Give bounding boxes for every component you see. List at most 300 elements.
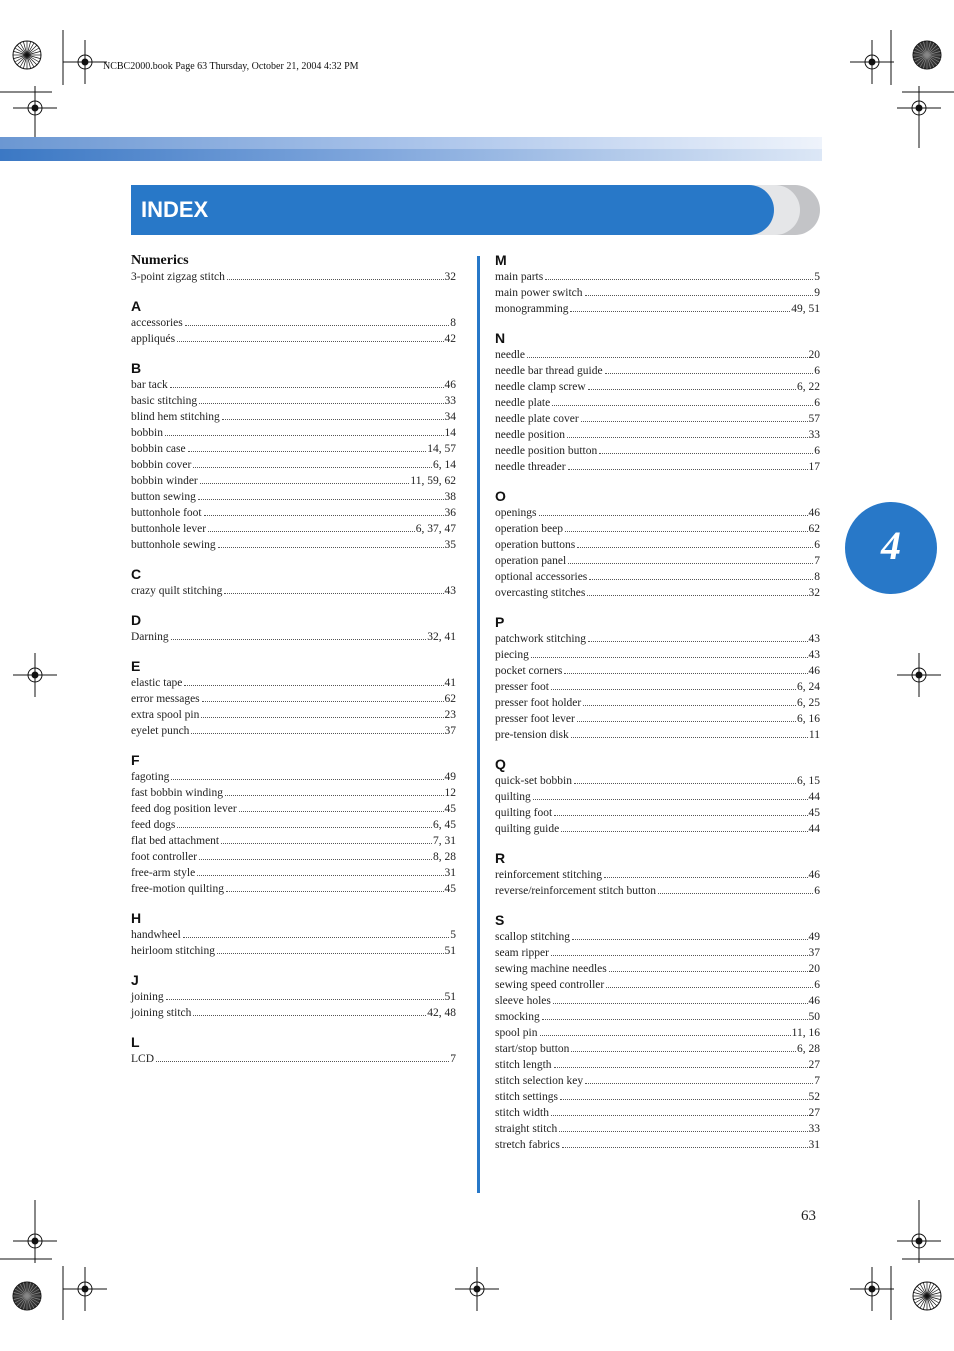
entry-term: sleeve holes	[495, 995, 551, 1007]
dot-leader	[221, 843, 432, 844]
entry-term: smocking	[495, 1011, 540, 1023]
dot-leader	[193, 467, 432, 468]
section-heading: M	[495, 252, 507, 268]
index-entry	[495, 379, 820, 395]
dot-leader	[239, 811, 444, 812]
dot-leader	[202, 701, 444, 702]
header-band-highlight	[0, 137, 822, 149]
dot-leader	[568, 469, 808, 470]
index-entry	[131, 849, 456, 865]
dot-leader	[545, 279, 813, 280]
index-entry	[495, 663, 820, 679]
entry-pages: 6	[814, 539, 820, 551]
entry-term: quilting guide	[495, 823, 560, 835]
dot-leader	[156, 1061, 449, 1062]
entry-term: stretch fabrics	[495, 1139, 560, 1151]
color-wheel-icon	[13, 41, 41, 69]
entry-term: quilting	[495, 791, 531, 803]
entry-term: needle position	[495, 429, 565, 441]
entry-pages: 46	[808, 869, 820, 881]
entry-term: needle position button	[495, 445, 598, 457]
entry-term: fast bobbin winding	[131, 787, 223, 799]
entry-term: flat bed attachment	[131, 835, 220, 847]
index-entry	[131, 769, 456, 785]
entry-term: main power switch	[495, 287, 583, 299]
entry-term: crazy quilt stitching	[131, 585, 223, 597]
entry-pages: 38	[444, 491, 456, 503]
entry-pages: 7, 31	[433, 835, 456, 847]
entry-term: eyelet punch	[131, 725, 190, 737]
index-entry	[131, 943, 456, 959]
entry-term: free-arm style	[131, 867, 196, 879]
section-heading: R	[495, 850, 506, 866]
entry-pages: 7	[450, 1053, 456, 1065]
entry-term: buttonhole sewing	[131, 539, 216, 551]
entry-pages: 6, 24	[797, 681, 820, 693]
title-bar	[131, 185, 774, 235]
entry-pages: 50	[808, 1011, 820, 1023]
entry-term: LCD	[131, 1053, 154, 1065]
index-entry	[495, 993, 820, 1009]
entry-pages: 12	[444, 787, 456, 799]
entry-pages: 7	[814, 1075, 820, 1087]
dot-leader	[539, 515, 808, 516]
entry-term: bobbin winder	[131, 475, 198, 487]
entry-pages: 37	[808, 947, 820, 959]
dot-leader	[222, 419, 444, 420]
color-wheel-icon	[913, 41, 941, 69]
section-heading: B	[131, 360, 142, 376]
index-entry	[495, 569, 820, 585]
dot-leader	[188, 451, 427, 452]
entry-term: operation buttons	[495, 539, 576, 551]
index-entry	[495, 805, 820, 821]
index-entry	[131, 315, 456, 331]
section-heading: D	[131, 612, 142, 628]
index-entry	[131, 583, 456, 599]
entry-term: free-motion quilting	[131, 883, 224, 895]
entry-pages: 6	[814, 397, 820, 409]
entry-term: error messages	[131, 693, 200, 705]
entry-term: stitch width	[495, 1107, 549, 1119]
entry-term: stitch settings	[495, 1091, 558, 1103]
entry-pages: 42, 48	[427, 1007, 456, 1019]
index-section	[495, 614, 820, 743]
entry-pages: 32	[444, 271, 456, 283]
entry-term: openings	[495, 507, 537, 519]
index-entry	[495, 269, 820, 285]
entry-pages: 34	[444, 411, 456, 423]
index-column-right	[495, 252, 820, 1166]
index-section	[495, 252, 820, 317]
index-entry	[495, 1041, 820, 1057]
entry-pages: 62	[444, 693, 456, 705]
entry-term: appliqués	[131, 333, 176, 345]
entry-pages: 8	[814, 571, 820, 583]
index-section	[495, 488, 820, 601]
index-entry	[131, 1051, 456, 1067]
index-section	[131, 972, 456, 1021]
index-section	[131, 298, 456, 347]
entry-pages: 6	[814, 445, 820, 457]
dot-leader	[531, 657, 808, 658]
entry-term: handwheel	[131, 929, 181, 941]
section-heading: O	[495, 488, 506, 504]
entry-pages: 6, 45	[433, 819, 456, 831]
index-entry	[131, 881, 456, 897]
entry-term: foot controller	[131, 851, 198, 863]
dot-leader	[585, 295, 814, 296]
index-entry	[495, 1137, 820, 1153]
dot-leader	[191, 733, 443, 734]
index-entry	[131, 785, 456, 801]
entry-pages: 36	[444, 507, 456, 519]
dot-leader	[658, 893, 813, 894]
entry-pages: 52	[808, 1091, 820, 1103]
dot-leader	[564, 673, 807, 674]
entry-term: scallop stitching	[495, 931, 571, 943]
index-entry	[495, 867, 820, 883]
entry-term: patchwork stitching	[495, 633, 587, 645]
index-column-left	[131, 252, 456, 1080]
dot-leader	[225, 795, 444, 796]
index-entry	[131, 521, 456, 537]
dot-leader	[559, 1131, 807, 1132]
index-entry	[495, 695, 820, 711]
entry-term: presser foot holder	[495, 697, 582, 709]
index-entry	[131, 723, 456, 739]
entry-pages: 6, 37, 47	[415, 523, 456, 535]
entry-term: joining stitch	[131, 1007, 192, 1019]
entry-term: reverse/reinforcement stitch button	[495, 885, 656, 897]
index-entry	[131, 269, 456, 285]
index-entry	[495, 521, 820, 537]
dot-leader	[589, 579, 813, 580]
entry-pages: 46	[444, 379, 456, 391]
entry-term: monogramming	[495, 303, 569, 315]
index-entry	[495, 1057, 820, 1073]
dot-leader	[542, 1019, 808, 1020]
index-entry	[495, 363, 820, 379]
entry-term: extra spool pin	[131, 709, 200, 721]
section-heading: S	[495, 912, 505, 928]
entry-pages: 5	[814, 271, 820, 283]
dot-leader	[561, 831, 807, 832]
entry-term: buttonhole lever	[131, 523, 207, 535]
dot-leader	[577, 547, 813, 548]
dot-leader	[604, 877, 808, 878]
index-section	[495, 850, 820, 899]
dot-leader	[568, 563, 813, 564]
section-heading: E	[131, 658, 141, 674]
entry-pages: 45	[808, 807, 820, 819]
index-entry	[131, 473, 456, 489]
entry-term: button sewing	[131, 491, 196, 503]
entry-pages: 7	[814, 555, 820, 567]
entry-term: basic stitching	[131, 395, 198, 407]
index-entry	[131, 927, 456, 943]
dot-leader	[184, 685, 443, 686]
dot-leader	[599, 453, 813, 454]
section-heading: P	[495, 614, 505, 630]
entry-term: sewing speed controller	[495, 979, 605, 991]
index-entry	[495, 459, 820, 475]
entry-term: straight stitch	[495, 1123, 558, 1135]
entry-pages: 5	[450, 929, 456, 941]
dot-leader	[193, 1015, 426, 1016]
index-entry	[495, 727, 820, 743]
entry-term: presser foot lever	[495, 713, 575, 725]
entry-pages: 37	[444, 725, 456, 737]
entry-pages: 43	[444, 585, 456, 597]
dot-leader	[567, 437, 808, 438]
entry-pages: 43	[808, 633, 820, 645]
dot-leader	[527, 357, 807, 358]
dot-leader	[197, 875, 443, 876]
entry-term: needle bar thread guide	[495, 365, 603, 377]
dot-leader	[198, 499, 444, 500]
index-entry	[495, 1089, 820, 1105]
dot-leader	[183, 937, 449, 938]
index-entry	[131, 457, 456, 473]
index-entry	[495, 285, 820, 301]
entry-pages: 6	[814, 365, 820, 377]
entry-pages: 8	[450, 317, 456, 329]
color-wheel-icon	[913, 1282, 941, 1310]
entry-pages: 6, 28	[797, 1043, 820, 1055]
dot-leader	[609, 971, 808, 972]
index-section	[495, 756, 820, 837]
entry-pages: 51	[444, 945, 456, 957]
index-entry	[495, 1009, 820, 1025]
entry-pages: 6, 16	[797, 713, 820, 725]
entry-term: pocket corners	[495, 665, 563, 677]
entry-pages: 33	[808, 429, 820, 441]
index-section	[495, 912, 820, 1153]
index-section	[131, 566, 456, 599]
page-title: INDEX	[141, 197, 209, 222]
dot-leader	[577, 721, 796, 722]
entry-pages: 6	[814, 979, 820, 991]
entry-term: presser foot	[495, 681, 549, 693]
index-entry	[131, 707, 456, 723]
entry-term: feed dog position lever	[131, 803, 237, 815]
chapter-number: 4	[881, 523, 901, 568]
entry-pages: 41	[444, 677, 456, 689]
index-entry	[495, 1073, 820, 1089]
dot-leader	[562, 1147, 808, 1148]
entry-term: needle clamp screw	[495, 381, 586, 393]
entry-term: needle plate	[495, 397, 551, 409]
entry-pages: 6	[814, 885, 820, 897]
dot-leader	[571, 1051, 796, 1052]
entry-term: bar tack	[131, 379, 168, 391]
index-entry	[495, 443, 820, 459]
entry-pages: 33	[808, 1123, 820, 1135]
entry-pages: 49, 51	[791, 303, 820, 315]
entry-pages: 6, 14	[433, 459, 456, 471]
print-info: NCBC2000.book Page 63 Thursday, October 21, 2004 4:32 PM	[103, 61, 359, 72]
entry-pages: 32	[808, 587, 820, 599]
index-entry	[495, 347, 820, 363]
dot-leader	[551, 689, 796, 690]
index-entry	[131, 537, 456, 553]
section-heading: Q	[495, 756, 506, 772]
index-section	[131, 360, 456, 553]
index-entry	[131, 675, 456, 691]
entry-term: pre-tension disk	[495, 729, 569, 741]
index-section	[131, 658, 456, 739]
entry-term: spool pin	[495, 1027, 538, 1039]
entry-pages: 9	[814, 287, 820, 299]
dot-leader	[540, 1035, 791, 1036]
dot-leader	[227, 279, 444, 280]
entry-term: Darning	[131, 631, 169, 643]
entry-pages: 46	[808, 665, 820, 677]
index-entry	[131, 629, 456, 645]
entry-term: sewing machine needles	[495, 963, 607, 975]
index-entry	[495, 789, 820, 805]
dot-leader	[551, 955, 808, 956]
entry-pages: 6, 15	[797, 775, 820, 787]
entry-term: seam ripper	[495, 947, 549, 959]
entry-pages: 33	[444, 395, 456, 407]
section-heading: C	[131, 566, 142, 582]
entry-term: elastic tape	[131, 677, 183, 689]
index-entry	[495, 883, 820, 899]
index-section	[131, 910, 456, 959]
index-section	[131, 752, 456, 897]
entry-pages: 27	[808, 1059, 820, 1071]
dot-leader	[217, 953, 443, 954]
dot-leader	[177, 341, 443, 342]
entry-term: quick-set bobbin	[495, 775, 572, 787]
index-entry	[495, 1025, 820, 1041]
index-entry	[495, 961, 820, 977]
dot-leader	[171, 639, 427, 640]
dot-leader	[166, 999, 444, 1000]
entry-pages: 20	[808, 963, 820, 975]
index-section	[131, 252, 456, 285]
index-entry	[131, 801, 456, 817]
column-divider	[477, 256, 480, 1193]
entry-pages: 17	[808, 461, 820, 473]
dot-leader	[553, 1003, 808, 1004]
dot-leader	[204, 515, 444, 516]
dot-leader	[226, 891, 444, 892]
entry-term: needle	[495, 349, 526, 361]
dot-leader	[170, 387, 444, 388]
entry-term: bobbin case	[131, 443, 186, 455]
entry-term: joining	[131, 991, 164, 1003]
dot-leader	[583, 705, 796, 706]
entry-pages: 23	[444, 709, 456, 721]
dot-leader	[551, 1115, 808, 1116]
dot-leader	[571, 737, 808, 738]
dot-leader	[560, 1099, 808, 1100]
section-heading: L	[131, 1034, 140, 1050]
entry-pages: 62	[808, 523, 820, 535]
dot-leader	[588, 389, 796, 390]
dot-leader	[218, 547, 444, 548]
entry-pages: 51	[444, 991, 456, 1003]
entry-pages: 32, 41	[427, 631, 456, 643]
dot-leader	[581, 421, 808, 422]
index-entry	[131, 1005, 456, 1021]
dot-leader	[585, 1083, 813, 1084]
entry-pages: 8, 28	[433, 851, 456, 863]
index-entry	[495, 929, 820, 945]
index-entry	[131, 833, 456, 849]
entry-pages: 31	[444, 867, 456, 879]
entry-term: 3-point zigzag stitch	[131, 271, 225, 283]
entry-pages: 14, 57	[427, 443, 456, 455]
entry-pages: 45	[444, 883, 456, 895]
entry-term: needle plate cover	[495, 413, 579, 425]
entry-pages: 46	[808, 507, 820, 519]
dot-leader	[199, 859, 432, 860]
section-heading: Numerics	[131, 253, 189, 268]
index-entry	[495, 585, 820, 601]
entry-term: feed dogs	[131, 819, 176, 831]
entry-term: quilting foot	[495, 807, 553, 819]
dot-leader	[572, 939, 807, 940]
index-entry	[131, 989, 456, 1005]
dot-leader	[199, 403, 443, 404]
index-entry	[131, 425, 456, 441]
index-entry	[495, 537, 820, 553]
entry-term: start/stop button	[495, 1043, 570, 1055]
dot-leader	[177, 827, 432, 828]
dot-leader	[185, 325, 450, 326]
entry-term: bobbin	[131, 427, 163, 439]
index-section	[131, 612, 456, 645]
entry-pages: 11, 16	[791, 1027, 820, 1039]
section-heading: H	[131, 910, 142, 926]
index-entry	[131, 441, 456, 457]
entry-term: fagoting	[131, 771, 170, 783]
index-entry	[495, 1105, 820, 1121]
section-heading: A	[131, 298, 142, 314]
entry-pages: 27	[808, 1107, 820, 1119]
entry-term: reinforcement stitching	[495, 869, 602, 881]
index-entry	[495, 1121, 820, 1137]
dot-leader	[201, 717, 443, 718]
entry-term: needle threader	[495, 461, 566, 473]
index-entry	[495, 631, 820, 647]
dot-leader	[605, 373, 814, 374]
entry-term: bobbin cover	[131, 459, 192, 471]
dot-leader	[533, 799, 808, 800]
dot-leader	[565, 531, 807, 532]
entry-term: stitch length	[495, 1059, 552, 1071]
entry-pages: 57	[808, 413, 820, 425]
entry-pages: 42	[444, 333, 456, 345]
entry-pages: 46	[808, 995, 820, 1007]
section-heading: N	[495, 330, 506, 346]
index-entry	[131, 505, 456, 521]
dot-leader	[552, 405, 813, 406]
index-entry	[495, 395, 820, 411]
entry-term: operation beep	[495, 523, 564, 535]
entry-term: blind hem stitching	[131, 411, 220, 423]
entry-pages: 11	[808, 729, 820, 741]
index-entry	[131, 393, 456, 409]
page-number: 63	[801, 1208, 816, 1224]
entry-term: operation panel	[495, 555, 567, 567]
dot-leader	[570, 311, 790, 312]
index-entry	[131, 489, 456, 505]
